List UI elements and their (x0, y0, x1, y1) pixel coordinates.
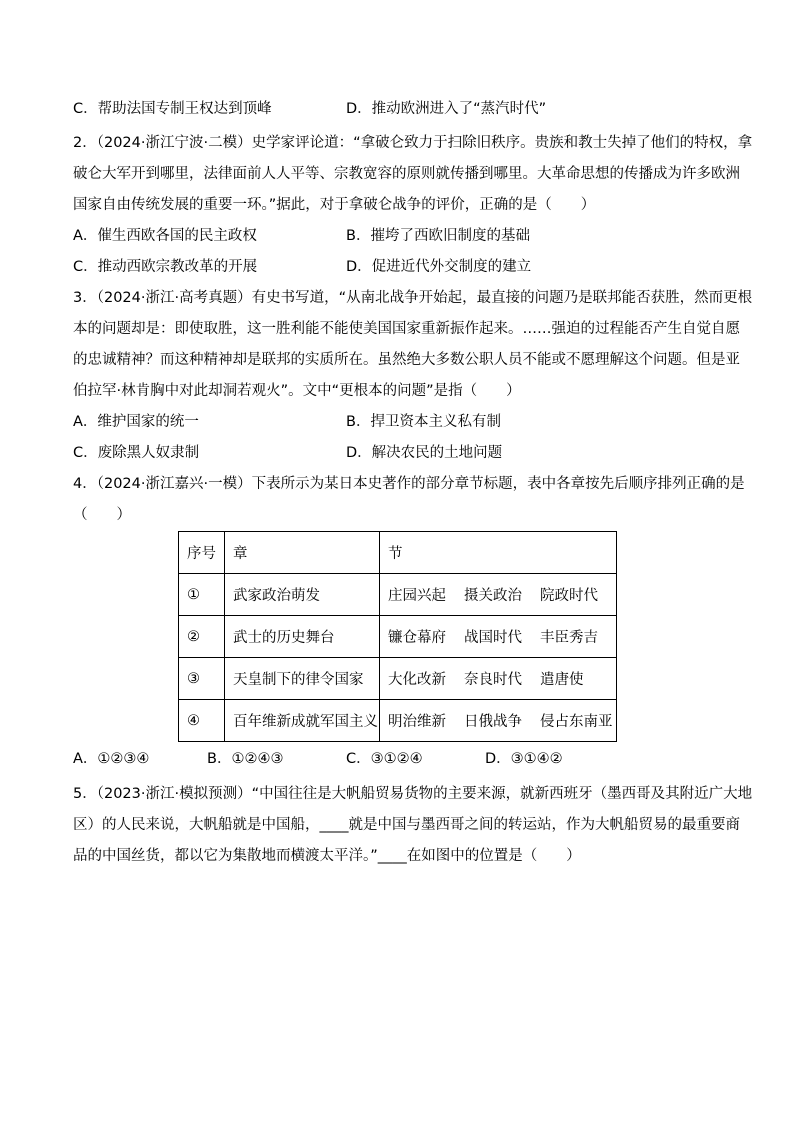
q4-stem-line: （ ） (73, 507, 131, 523)
q4-option-d[interactable]: D．③①④② (485, 751, 563, 767)
row-no: ② (179, 616, 225, 658)
table-row (179, 616, 617, 658)
section-title: 庄园兴起 (388, 588, 446, 604)
q2-option-d[interactable]: D．促进近代外交制度的建立 (346, 259, 532, 275)
table-header-row (179, 532, 617, 574)
q5-stem-line: 品的中国丝货，都以它为集散地而横渡太平洋。”____在如图中的位置是（ ） (73, 848, 581, 864)
row-chapter: 天皇制下的律令国家 (225, 658, 380, 700)
row-sections (380, 574, 617, 616)
q3-stem-line: 本的问题却是：即使取胜，这一胜利能不能使美国国家重新振作起来。……强迫的过程能否产生自觉自愿 (73, 321, 740, 337)
q4-option-a[interactable]: A．①②③④ (73, 751, 150, 767)
section-title: 明治维新 (388, 714, 446, 730)
row-sections (380, 658, 617, 700)
q3-stem-line: 3．（2024·浙江·高考真题）有史书写道，“从南北战争开始起，最直接的问题乃是联邦能否获胜，然而更根 (73, 290, 753, 306)
section-title: 侵占东南亚 (540, 714, 613, 730)
q5-stem-line: 5．（2023·浙江·模拟预测）“中国往往是大帆船贸易货物的主要来源，就新西班牙（墨西哥及其附近广大地 (73, 786, 753, 802)
section-title: 遣唐使 (540, 672, 584, 688)
q1-option-d[interactable]: D．推动欧洲进入了“蒸汽时代” (346, 101, 547, 117)
q4-option-b[interactable]: B．①②④③ (207, 751, 284, 767)
q2-option-c[interactable]: C．推动西欧宗教改革的开展 (73, 259, 258, 275)
section-title: 战国时代 (464, 630, 522, 646)
q5-stem-line: 区）的人民来说，大帆船就是中国船，____就是中国与墨西哥之间的转运站，作为大帆船贸易的最重要商 (73, 817, 740, 833)
q3-stem-line: 伯拉罕·林肯胸中对此却洞若观火”。文中“更根本的问题”是指（ ） (73, 383, 521, 399)
section-title: 院政时代 (540, 588, 598, 604)
header-sections: 节 (380, 532, 617, 574)
row-sections (380, 616, 617, 658)
q2-stem-line: 国家自由传统发展的重要一环。”据此，对于拿破仑战争的评价，正确的是（ ） (73, 197, 596, 213)
section-title: 日俄战争 (464, 714, 522, 730)
row-chapter: 武家政治萌发 (225, 574, 380, 616)
header-no: 序号 (179, 532, 225, 574)
q2-stem-line: 2．（2024·浙江宁波·二模）史学家评论道：“拿破仑致力于扫除旧秩序。贵族和教士失掉了他们的特权，拿 (73, 135, 753, 151)
q3-option-d[interactable]: D．解决农民的土地问题 (346, 445, 503, 461)
q4-option-c[interactable]: C．③①②④ (346, 751, 423, 767)
section-title: 奈良时代 (464, 672, 522, 688)
q4-stem-line: 4．（2024·浙江嘉兴·一模）下表所示为某日本史著作的部分章节标题，表中各章按先后顺序排列正确的是 (73, 476, 745, 492)
section-title: 丰臣秀吉 (540, 630, 598, 646)
row-chapter: 武士的历史舞台 (225, 616, 380, 658)
table-row (179, 574, 617, 616)
q1-option-c[interactable]: C．帮助法国专制王权达到顶峰 (73, 101, 272, 117)
chapter-table (178, 531, 617, 742)
q3-option-a[interactable]: A．维护国家的统一 (73, 414, 199, 430)
row-no: ① (179, 574, 225, 616)
q2-option-b[interactable]: B．摧垮了西欧旧制度的基础 (346, 228, 530, 244)
row-sections (380, 700, 617, 742)
section-title: 镰仓幕府 (388, 630, 446, 646)
table-row (179, 700, 617, 742)
row-chapter: 百年维新成就军国主义 (225, 700, 380, 742)
section-title: 摄关政治 (464, 588, 522, 604)
q3-option-c[interactable]: C．废除黑人奴隶制 (73, 445, 200, 461)
q2-stem-line: 破仑大军开到哪里，法律面前人人平等、宗教宽容的原则就传播到哪里。大革命思想的传播成为许多欧洲 (73, 166, 740, 182)
q3-option-b[interactable]: B．捍卫资本主义私有制 (346, 414, 501, 430)
row-no: ③ (179, 658, 225, 700)
q3-stem-line: 的忠诚精神？而这种精神却是联邦的实质所在。虽然绝大多数公职人员不能或不愿理解这个问题。但是亚 (73, 352, 740, 368)
section-title: 大化改新 (388, 672, 446, 688)
q2-option-a[interactable]: A．催生西欧各国的民主政权 (73, 228, 257, 244)
row-no: ④ (179, 700, 225, 742)
header-chapter: 章 (225, 532, 380, 574)
table-row (179, 658, 617, 700)
